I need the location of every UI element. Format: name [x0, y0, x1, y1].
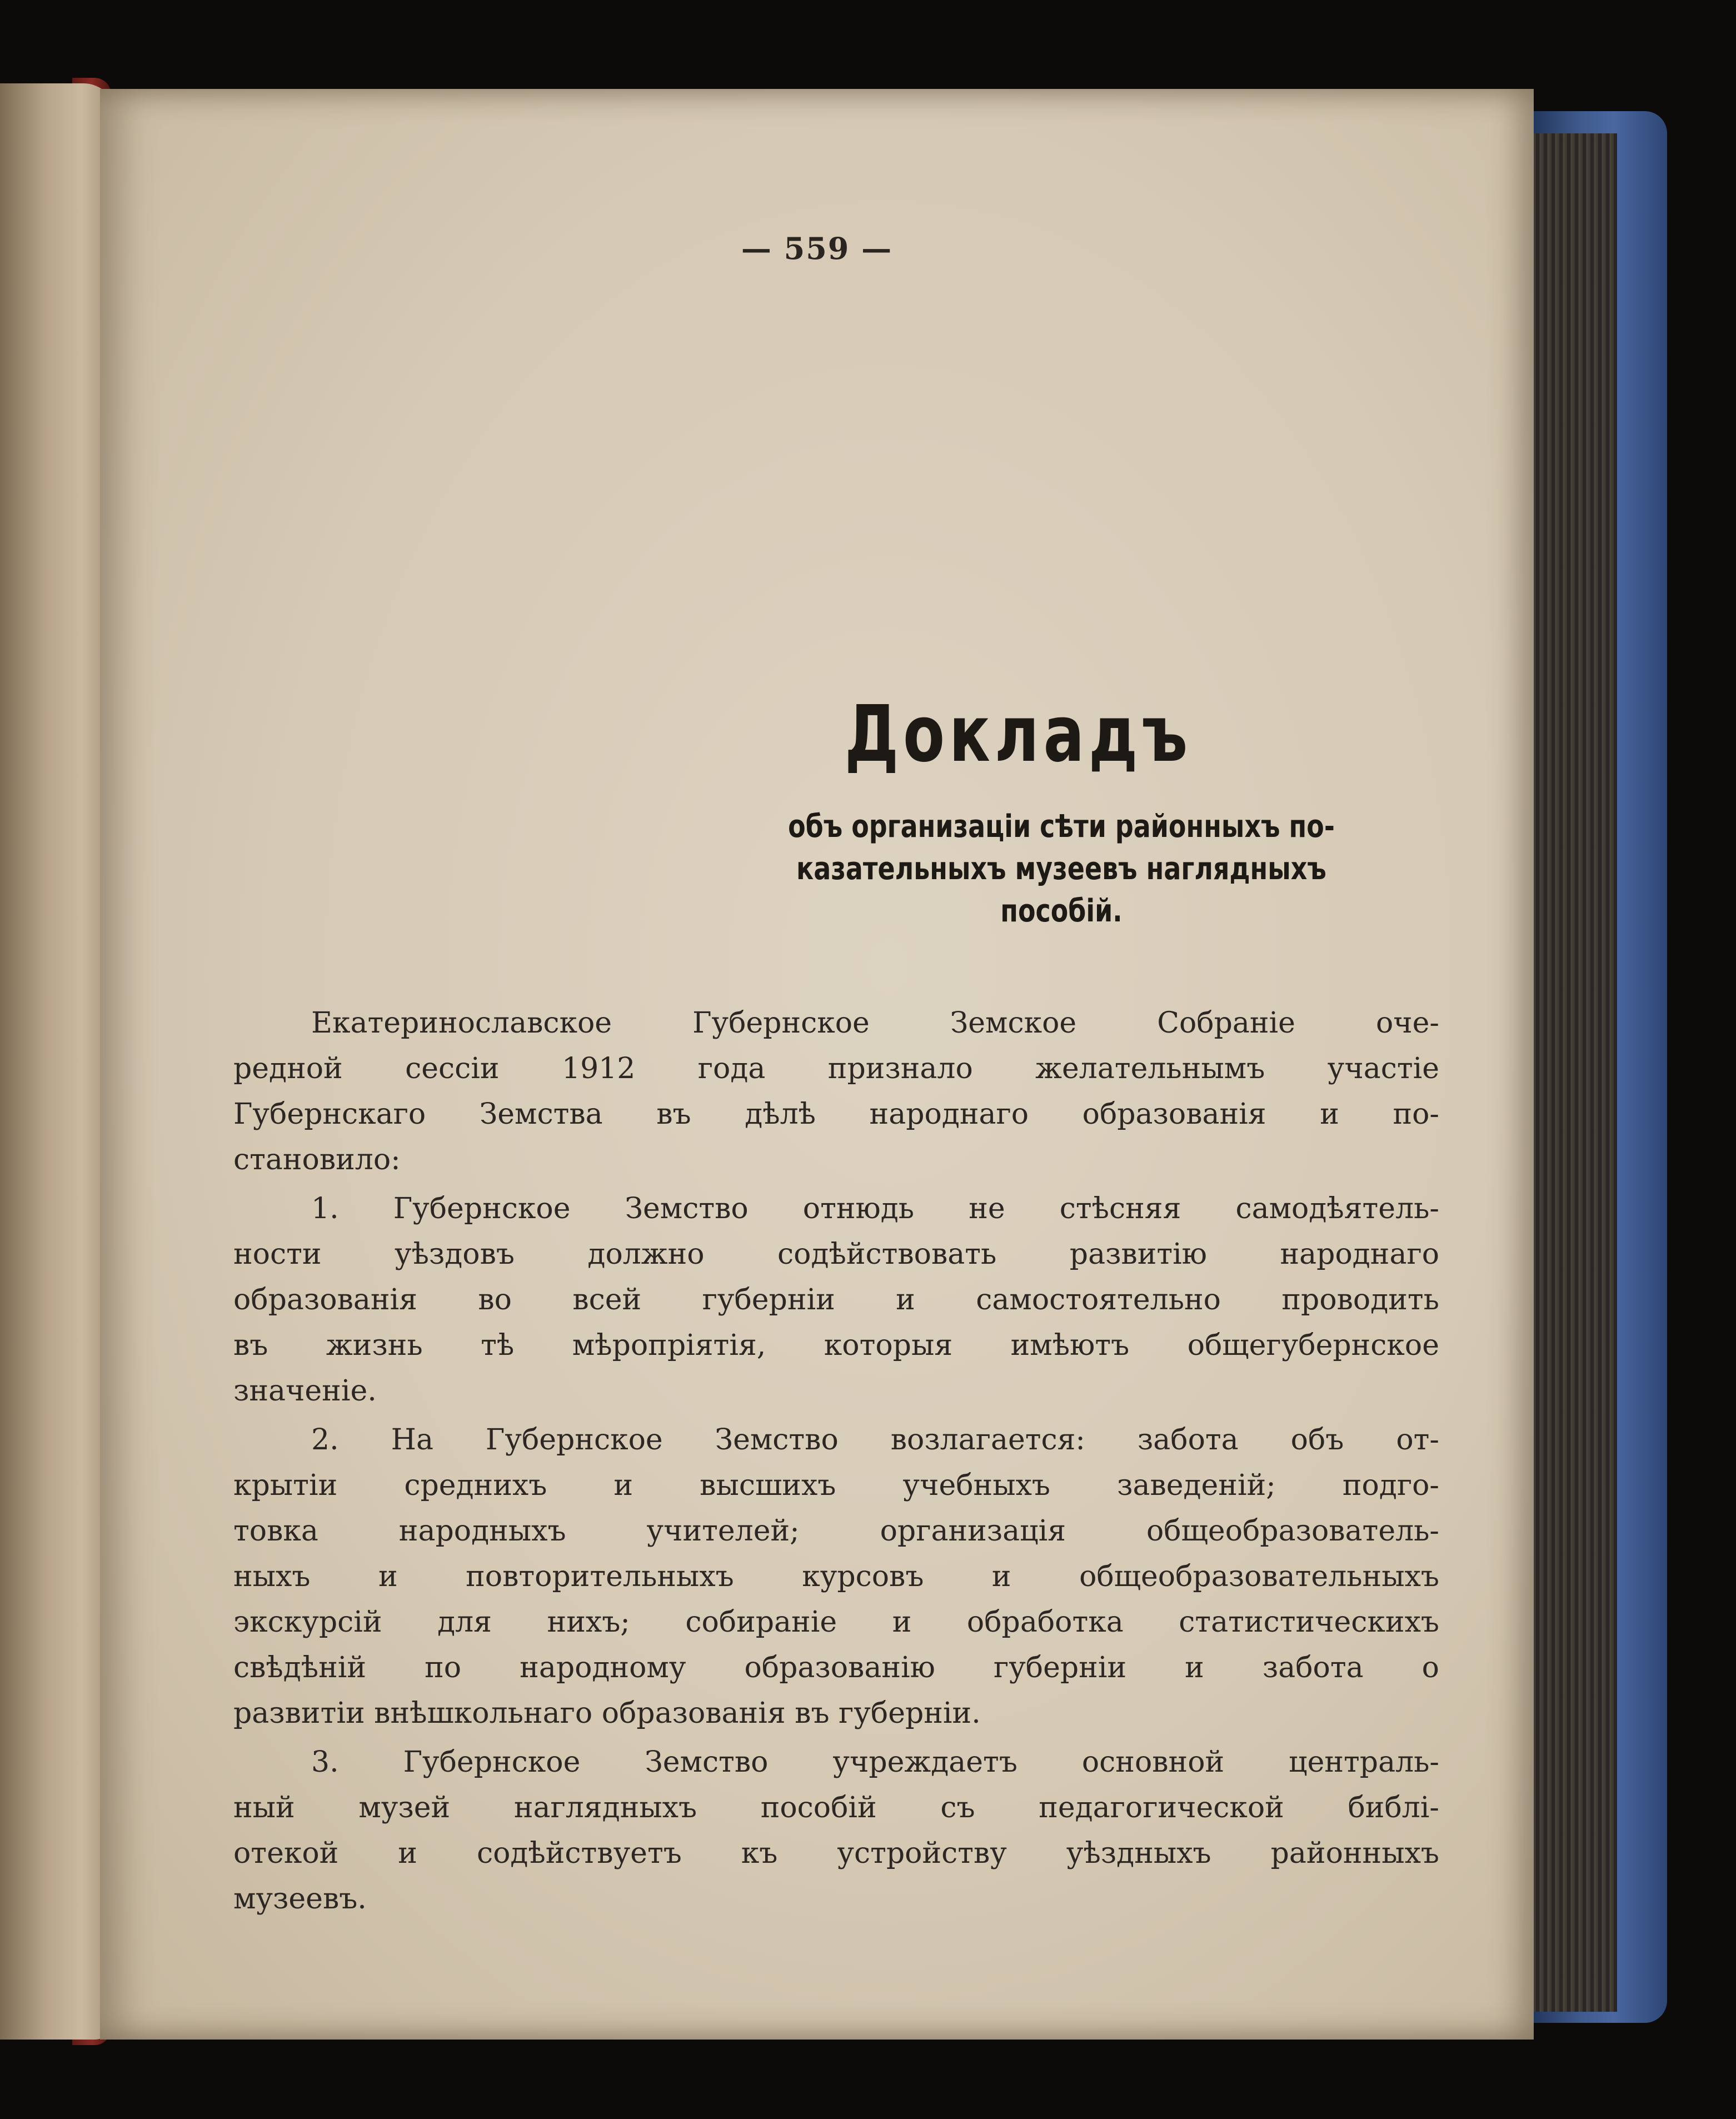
text-line: 3. Губернское Земство учреждаетъ основной централь-: [311, 1746, 1439, 1779]
subtitle-line: пособій.: [1000, 893, 1123, 929]
text-line: ныхъ и повторительныхъ курсовъ и общеобразовательныхъ: [233, 1560, 1439, 1593]
text-line: значеніе.: [233, 1374, 377, 1408]
paragraph-item-3: [233, 1739, 1439, 1922]
subtitle-line: казательныхъ музеевъ наглядныхъ: [796, 851, 1326, 887]
text-line: 1. Губернское Земство отнюдь не стѣсняя самодѣятель-: [311, 1192, 1439, 1225]
text-line: товка народныхъ учителей; организація общеобразователь-: [233, 1514, 1439, 1548]
paragraph-intro: [233, 1000, 1439, 1183]
subtitle-line: объ организаціи сѣти районныхъ по-: [788, 809, 1335, 845]
paragraph-item-1: [233, 1186, 1439, 1414]
text-line: отекой и содѣйствуетъ къ устройству уѣздныхъ районныхъ: [233, 1837, 1439, 1870]
facing-page-edge: [0, 83, 117, 2040]
text-line: редной сессіи 1912 года признало желательнымъ участіе: [233, 1052, 1439, 1085]
text-line: образованія во всей губерніи и самостоятельно проводить: [233, 1283, 1439, 1317]
document-title: Докладъ: [845, 689, 1192, 780]
document-subtitle: [689, 806, 1434, 933]
text-line: экскурсій для нихъ; собираніе и обработка статистическихъ: [233, 1606, 1439, 1639]
document-page: [100, 89, 1534, 2040]
text-line: ный музей наглядныхъ пособій съ педагогической библі-: [233, 1791, 1439, 1824]
text-line: въ жизнь тѣ мѣропріятія, которыя имѣютъ общегубернское: [233, 1329, 1439, 1362]
text-line: развитіи внѣшкольнаго образованія въ губерніи.: [233, 1697, 981, 1730]
text-line: ности уѣздовъ должно содѣйствовать развитію народнаго: [233, 1238, 1439, 1271]
text-line: крытіи среднихъ и высшихъ учебныхъ заведеній; подго-: [233, 1469, 1439, 1502]
text-line: Губернскаго Земства въ дѣлѣ народнаго образованія и по-: [233, 1098, 1439, 1131]
paragraph-item-2: [233, 1417, 1439, 1736]
text-line: 2. На Губернское Земство возлагается: забота объ от-: [311, 1423, 1439, 1457]
page-number: — 559 —: [741, 231, 893, 266]
text-line: музеевъ.: [233, 1882, 367, 1916]
body-text: [233, 1000, 1439, 1925]
text-line: свѣдѣній по народному образованію губерніи и забота о: [233, 1651, 1439, 1684]
text-line: становило:: [233, 1143, 401, 1176]
text-line: Екатеринославское Губернское Земское Собраніе оче-: [311, 1006, 1439, 1040]
